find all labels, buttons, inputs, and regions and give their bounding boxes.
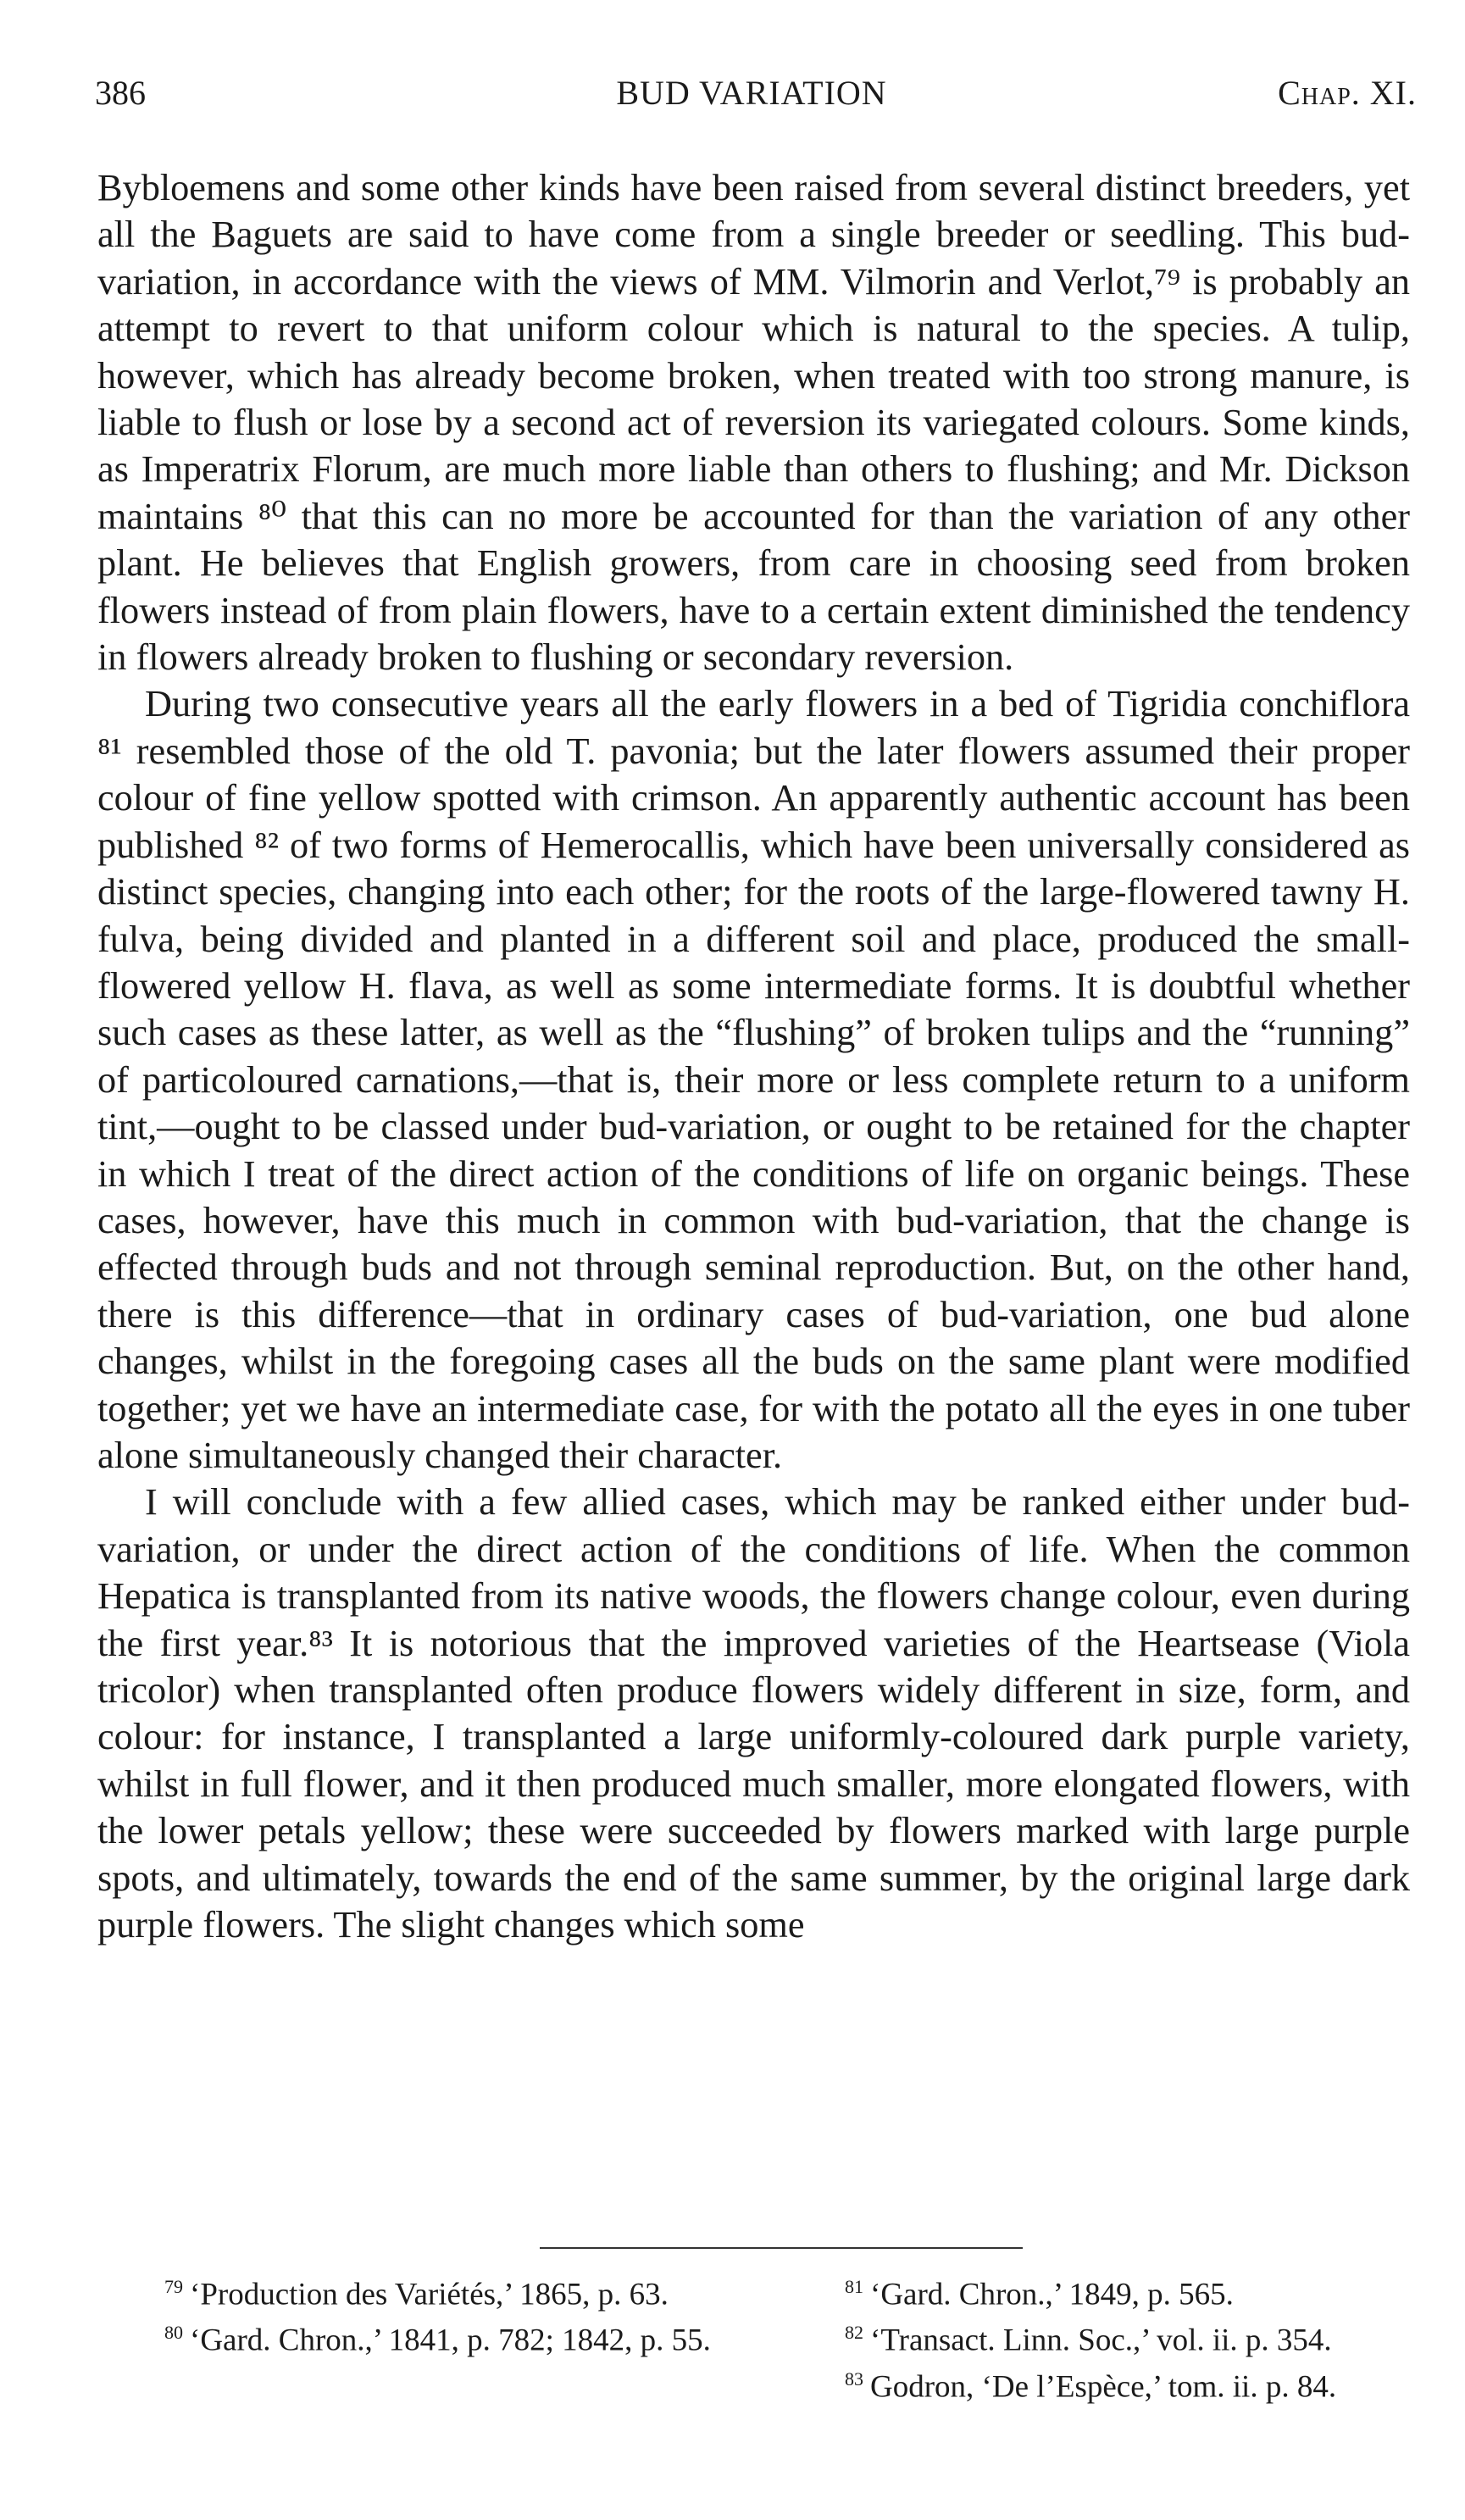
paragraph-text: During two consecutive years all the early flowers in a bed of Tigridia conchiflora ⁸¹ resembled those of the old T. pavonia; but the later flowers assumed their proper colour of fine yellow spotted with crimson. An apparently authentic account has been published ⁸² of two forms of Hemerocallis, which have been universally considered as distinct species, changing into each other; for the roots of the large-flowered tawny H. fulva, being divided and planted in a different soil and place, produced the small-flowered yellow H. flava, as well as some intermediate forms. It is doubtful whether such cases as these latter, as well as the “flushing” of broken tulips and the “running” of particoloured carnations,—that is, their more or less complete return to a uniform tint,—ought to be classed under bud-variation, or ought to be retained for the chapter in which I treat of the direct action of the conditions of life on organic beings. These cases, however, have this much in common with bud-variation, that the change is effected through buds and not through seminal reproduction. But, on the other hand, there is this difference—that in ordinary cases of bud-variation, one bud alone changes, whilst in the foregoing cases all the buds on the same plant were modified together; yet we have an intermediate case, for with the potato all the eyes in one tuber alone simultaneously changed their character. bbox=[97, 683, 1410, 1476]
footnote bbox=[120, 2267, 749, 2313]
footnote-text: ‘Production des Variétés,’ 1865, p. 63. bbox=[190, 2277, 669, 2312]
paragraph bbox=[97, 164, 1410, 680]
page-number: 386 bbox=[95, 74, 146, 112]
footnote-number: 81 bbox=[845, 2276, 863, 2297]
footnote-divider bbox=[540, 2247, 1023, 2249]
footnote-number: 79 bbox=[164, 2276, 183, 2297]
footnote-text: ‘Gard. Chron.,’ 1841, p. 782; 1842, p. 55. bbox=[190, 2323, 711, 2358]
running-title: BUD VARIATION bbox=[616, 74, 887, 112]
footnote bbox=[801, 2313, 1428, 2359]
footnote bbox=[801, 2360, 1428, 2406]
footnote bbox=[801, 2267, 1428, 2313]
chapter-label: Chap. XI. bbox=[1278, 74, 1417, 112]
footnote-text: ‘Gard. Chron.,’ 1849, p. 565. bbox=[870, 2277, 1234, 2312]
footnote-number: 83 bbox=[845, 2367, 863, 2390]
page-header bbox=[95, 73, 1417, 114]
paragraph bbox=[97, 1479, 1410, 1948]
footnote-number: 80 bbox=[164, 2322, 183, 2344]
footnote-number: 82 bbox=[845, 2322, 863, 2344]
footnote-column-right bbox=[801, 2267, 1428, 2406]
footnote-column-left bbox=[120, 2267, 749, 2360]
footnote bbox=[120, 2313, 749, 2359]
footnote-text: ‘Transact. Linn. Soc.,’ vol. ii. p. 354. bbox=[870, 2323, 1332, 2358]
paragraph-text: I will conclude with a few allied cases, which may be ranked either under bud-variation, or under the direct action of the conditions of life. When the common Hepatica is transplanted from its native woods, the flowers change colour, even during the first year.⁸³ It is notorious that the improved varieties of the Heartsease (Viola tricolor) when transplanted often produce flowers widely different in size, form, and colour: for instance, I transplanted a large uniformly-coloured dark purple variety, whilst in full flower, and it then produced much smaller, more elongated flowers, with the lower petals yellow; these were succeeded by flowers marked with large purple spots, and ultimately, towards the end of the same summer, by the original large dark purple flowers. The slight changes which some bbox=[97, 1481, 1410, 1946]
paragraph bbox=[97, 680, 1410, 1479]
footnote-text: Godron, ‘De l’Espèce,’ tom. ii. p. 84. bbox=[870, 2368, 1337, 2404]
paragraph-text: Bybloemens and some other kinds have been raised from several distinct breeders, yet all the Baguets are said to have come from a single breeder or seedling. This bud-variation, in accordance with the views of MM. Vilmorin and Verlot,⁷⁹ is probably an attempt to revert to that uniform colour which is natural to the species. A tulip, however, which has already become broken, when treated with too strong manure, is liable to flush or lose by a second act of reversion its variegated colours. Some kinds, as Imperatrix Florum, are much more liable than others to flushing; and Mr. Dickson maintains ⁸⁰ that this can no more be accounted for than the variation of any other plant. He believes that English growers, from care in choosing seed from broken flowers instead of from plain flowers, have to a certain extent diminished the tendency in flowers already broken to flushing or secondary reversion. bbox=[97, 167, 1410, 679]
body-text bbox=[97, 164, 1410, 1948]
